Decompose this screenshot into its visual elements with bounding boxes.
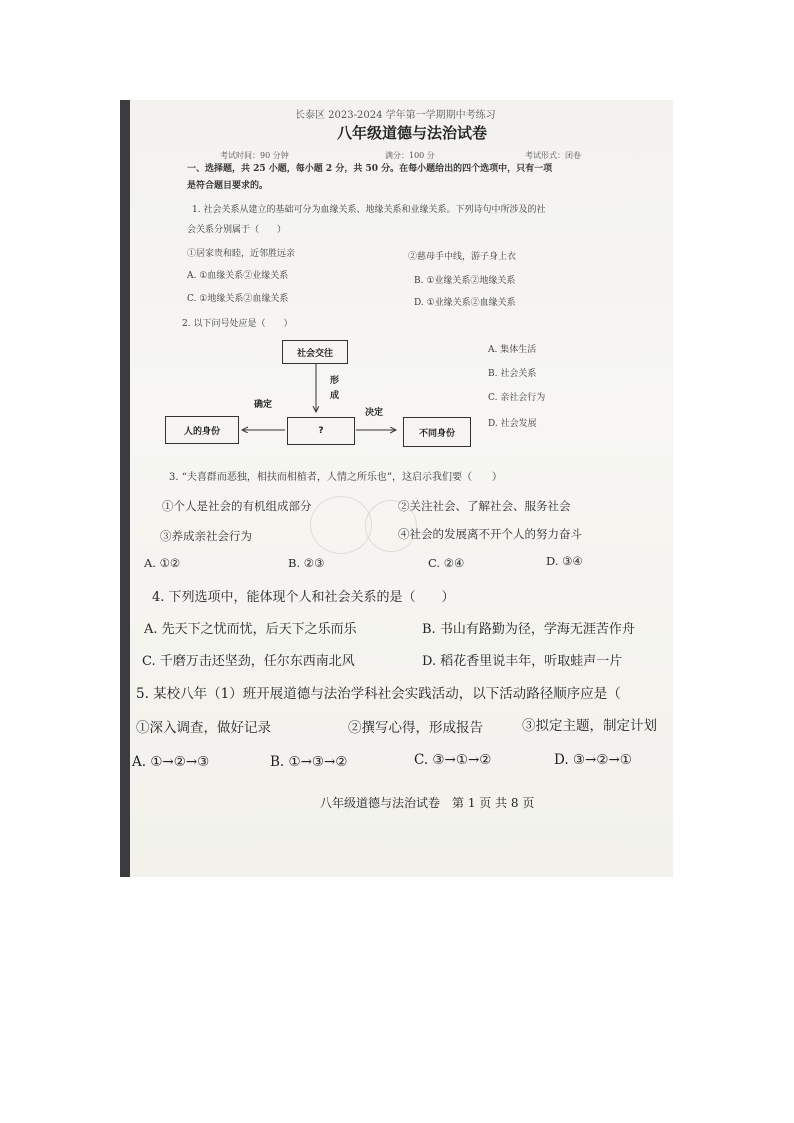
q5-option-d: D. ③→②→① [554,752,632,768]
page-footer: 八年级道德与法治试卷 第 1 页 共 8 页 [320,796,535,810]
q5-option-b: B. ①→③→② [270,754,348,770]
diagram-label-decide: 决定 [365,408,384,418]
q3-option-b: B. ②③ [288,556,325,570]
q3-item-2: ②关注社会、了解社会、服务社会 [398,499,571,513]
exam-photo [120,100,673,877]
q4-stem: 4. 下列选项中，能体现个人和社会关系的是（ ） [152,590,455,605]
q2-option-b: B. 社会关系 [488,369,537,379]
q3-option-c: C. ②④ [428,556,465,570]
diagram-label-confirm: 确定 [254,400,273,410]
q5-option-a: A. ①→②→③ [132,754,210,770]
q4-option-a: A. 先天下之忧而忧，后天下之乐而乐 [144,622,357,637]
exam-time: 考试时间：90 分钟 [220,151,289,160]
q5-option-c: C. ③→①→② [414,752,492,768]
q4-option-c: C. 千磨万击还坚劲，任尔东西南北风 [142,654,355,669]
exam-paper [130,100,673,877]
q4-option-d: D. 稻花香里说丰年，听取蛙声一片 [422,654,623,669]
q1-stem-line2: 会关系分别属于（ ） [187,225,287,235]
q4-option-b: B. 书山有路勤为径，学海无涯苦作舟 [422,622,635,637]
diagram-box-different-identities: 不同身份 [403,417,471,447]
page-title: 八年级道德与法治试卷 [337,124,488,142]
q3-option-d: D. ③④ [546,554,583,568]
q1-option-b: B. ①业缘关系②地缘关系 [414,276,516,286]
q5-item-2: ②撰写心得，形成报告 [348,720,483,736]
q5-item-1: ①深入调查，做好记录 [136,720,271,736]
q3-item-3: ③养成亲社会行为 [160,529,252,543]
full-score: 满分：100 分 [385,151,435,160]
district-line: 长泰区 2023-2024 学年第一学期期中考练习 [295,110,496,121]
q5-stem: 5. 某校八年（1）班开展道德与法治学科社会实践活动，以下活动路径顺序应是（ [136,686,621,702]
diagram-box-social-interaction: 社会交往 [282,340,348,364]
diagram-box-personal-identity: 人的身份 [165,416,239,444]
exam-form: 考试形式：闭卷 [525,151,581,160]
q2-option-a: A. 集体生活 [488,345,537,355]
q3-option-a: A. ①② [144,556,181,570]
section-instructions-line2: 是符合题目要求的。 [187,181,269,191]
section-instructions-line1: 一、选择题，共 25 小题，每小题 2 分，共 50 分。在每小题给出的四个选项中，只有一项 [187,164,553,174]
diagram-box-unknown: ? [287,417,355,445]
q1-option-c: C. ①地缘关系②血缘关系 [187,294,289,304]
q1-item-2: ②慈母手中线，游子身上衣 [408,252,517,262]
q3-item-4: ④社会的发展离不开个人的努力奋斗 [398,527,582,541]
q5-item-3: ③拟定主题，制定计划 [522,718,657,734]
q2-option-d: D. 社会发展 [488,419,537,429]
q2-stem: 2. 以下问号处应是（ ） [182,319,293,329]
q2-option-c: C. 亲社会行为 [488,393,546,403]
q3-item-1: ①个人是社会的有机组成部分 [162,499,312,513]
q1-option-d: D. ①业缘关系②血缘关系 [414,298,516,308]
q1-option-a: A. ①血缘关系②业缘关系 [187,271,289,281]
q3-stem: 3. “夫喜群而恶独，相扶而相植者，人情之所乐也”，这启示我们要（ ） [169,472,502,483]
q1-item-1: ①居家贵和睦，近邻胜远亲 [187,249,296,259]
diagram-label-form: 形成 [330,376,340,401]
q1-stem-line1: 1. 社会关系从建立的基础可分为血缘关系、地缘关系和业缘关系。下列诗句中所涉及的社 [192,205,546,215]
